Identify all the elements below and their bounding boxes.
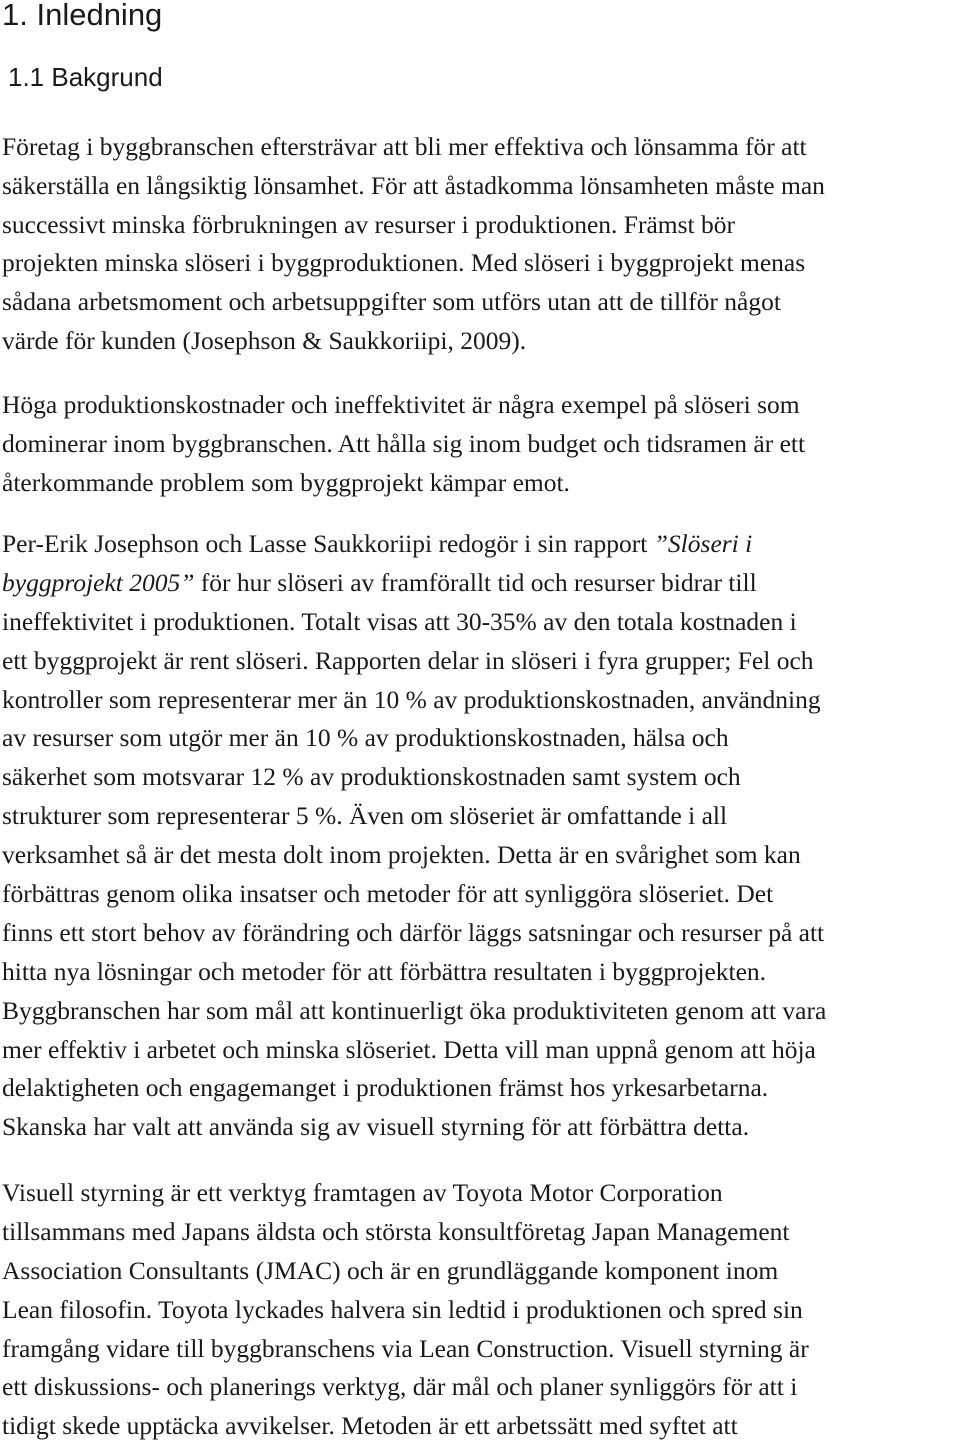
text-line: projekten minska slöseri i byggproduktionen. Med slöseri i byggprojekt menas: [2, 248, 806, 278]
paragraph-1: [2, 128, 825, 361]
chapter-heading: 1. Inledning: [2, 0, 163, 32]
text-line: återkommande problem som byggprojekt kämpar emot.: [2, 468, 570, 498]
text-line: mer effektiv i arbetet och minska slöseriet. Detta vill man uppnå genom att höja: [2, 1034, 816, 1064]
text-line: Visuell styrning är ett verktyg framtagen av Toyota Motor Corporation: [2, 1178, 723, 1207]
text-line: [2, 564, 826, 603]
text-line: Lean filosofin. Toyota lyckades halvera sin ledtid i produktionen och spred sin: [2, 1294, 803, 1324]
text-run: för hur slöseri av framförallt tid och resurser bidrar till: [194, 567, 757, 597]
text-line: sådana arbetsmoment och arbetsuppgifter som utförs utan att de tillför något: [2, 287, 781, 317]
text-line: kontroller som representerar mer än 10 % av produktionskostnaden, användning: [2, 684, 821, 714]
text-line: ett diskussions- och planerings verktyg, där mål och planer synliggörs för att i: [2, 1372, 798, 1402]
text-line: värde för kunden (Josephson & Saukkoriipi, 2009).: [2, 325, 527, 355]
paragraph-3: [2, 525, 826, 1147]
text-line: Företag i byggbranschen eftersträvar att bli mer effektiva och lönsamma för att: [2, 132, 807, 161]
text-line: [2, 525, 826, 564]
report-title-italic: ”Slöseri i: [653, 529, 753, 558]
text-line: tillsammans med Japans äldsta och största konsultföretag Japan Management: [2, 1216, 790, 1246]
text-line: tidigt skede upptäcka avvikelser. Metoden är ett arbetssätt med syftet att: [2, 1411, 738, 1441]
paragraph-2: [2, 385, 805, 503]
text-line: säkerhet som motsvarar 12 % av produktionskostnaden samt system och: [2, 762, 741, 792]
text-line: dominerar inom byggbranschen. Att hålla sig inom budget och tidsramen är ett: [2, 429, 806, 459]
section-heading: 1.1 Bakgrund: [8, 62, 163, 92]
text-line: förbättras genom olika insatser och metoder för att synliggöra slöseriet. Det: [2, 879, 774, 909]
text-line: verksamhet så är det mesta dolt inom projekten. Detta är en svårighet som kan: [2, 840, 801, 870]
text-line: ett byggprojekt är rent slöseri. Rapporten delar in slöseri i fyra grupper; Fel och: [2, 645, 814, 675]
paragraph-4: [2, 1174, 809, 1446]
text-line: framgång vidare till byggbranschens via Lean Construction. Visuell styrning är: [2, 1333, 809, 1363]
report-title-italic: byggprojekt 2005”: [2, 567, 195, 597]
text-line: Skanska har valt att använda sig av visuell styrning för att förbättra detta.: [2, 1112, 750, 1142]
text-line: av resurser som utgör mer än 10 % av produktionskostnaden, hälsa och: [2, 723, 729, 753]
text-line: hitta nya lösningar och metoder för att förbättra resultaten i byggprojekten.: [2, 956, 767, 986]
text-run: Per-Erik Josephson och Lasse Saukkoriipi redogör i sin rapport: [2, 529, 654, 558]
text-line: säkerställa en långsiktig lönsamhet. För att åstadkomma lönsamheten måste man: [2, 170, 825, 200]
text-line: ineffektivitet i produktionen. Totalt visas att 30-35% av den totala kostnaden i: [2, 606, 797, 636]
text-line: finns ett stort behov av förändring och därför läggs satsningar och resurser på att: [2, 917, 825, 947]
text-line: Byggbranschen har som mål att kontinuerligt öka produktiviteten genom att vara: [2, 995, 827, 1025]
text-line: delaktigheten och engagemanget i produktionen främst hos yrkesarbetarna.: [2, 1073, 769, 1103]
text-line: strukturer som representerar 5 %. Även om slöseriet är omfattande i all: [2, 801, 728, 831]
text-line: Association Consultants (JMAC) och är en grundläggande komponent inom: [2, 1255, 779, 1285]
text-line: Höga produktionskostnader och ineffektivitet är några exempel på slöseri som: [2, 390, 800, 419]
text-line: successivt minska förbrukningen av resurser i produktionen. Främst bör: [2, 209, 735, 239]
